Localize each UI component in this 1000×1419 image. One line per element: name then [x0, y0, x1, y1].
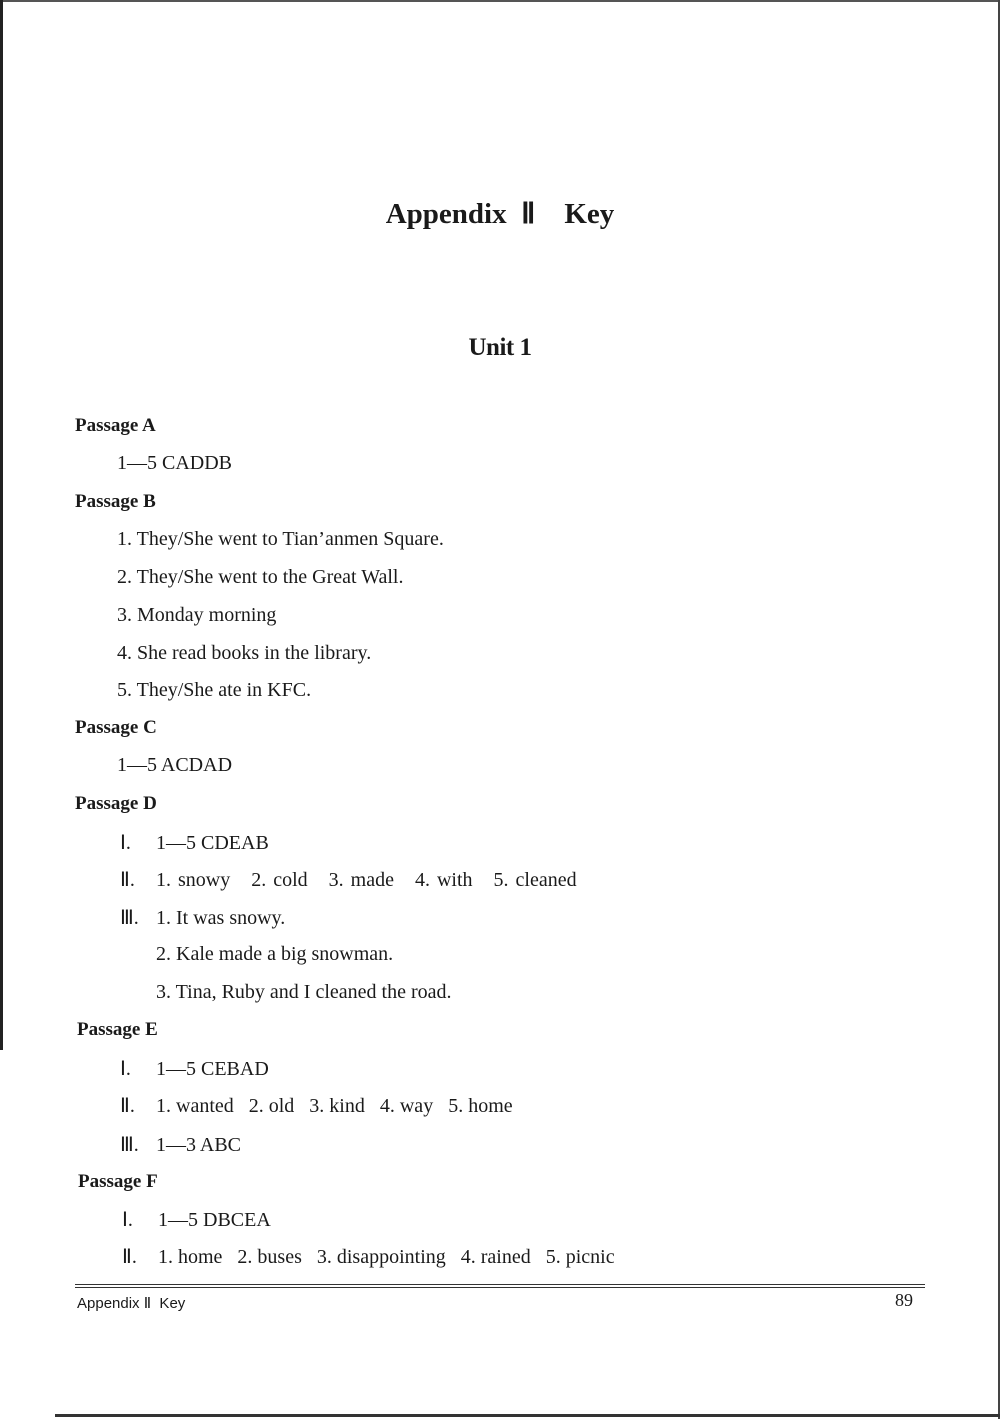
passage-d-part-2 — [120, 867, 577, 892]
answer-text: 1—3 ABC — [156, 1134, 242, 1156]
answer-text: 1. home 2. buses 3. disappointing 4. rained 5. picnic — [158, 1246, 615, 1268]
answer-text: 1. It was snowy. — [156, 907, 286, 929]
passage-b-heading: Passage B — [75, 491, 156, 512]
answer-text: 1. snowy 2. cold 3. made 4. with 5. cleaned — [156, 869, 577, 891]
passage-b-answer-4: 4. She read books in the library. — [117, 642, 372, 664]
roman-numeral: Ⅱ. — [120, 869, 135, 891]
passage-e-heading: Passage E — [77, 1019, 158, 1040]
passage-f-heading: Passage F — [78, 1171, 158, 1192]
passage-d-part-3-item-3: 3. Tina, Ruby and I cleaned the road. — [156, 981, 452, 1003]
answer-text: 1—5 DBCEA — [158, 1209, 271, 1231]
roman-numeral: Ⅲ. — [120, 1134, 139, 1156]
footer-rule-secondary — [75, 1287, 925, 1288]
passage-d-part-3-item-2: 2. Kale made a big snowman. — [156, 943, 394, 965]
roman-numeral: Ⅰ. — [120, 832, 131, 854]
passage-a-heading: Passage A — [75, 415, 156, 436]
answer-text: 1—5 CDEAB — [156, 832, 269, 854]
passage-e-part-3 — [120, 1132, 241, 1157]
passage-f-part-2 — [122, 1244, 615, 1269]
running-footer: Appendix Ⅱ Key — [77, 1295, 186, 1312]
passage-c-answer: 1—5 ACDAD — [117, 754, 233, 776]
passage-f-part-1 — [122, 1207, 271, 1232]
passage-b-answer-3: 3. Monday morning — [117, 604, 277, 626]
footer-rule — [75, 1284, 925, 1285]
passage-c-heading: Passage C — [75, 717, 157, 738]
page-number: 89 — [895, 1290, 913, 1310]
answer-text: 1. wanted 2. old 3. kind 4. way 5. home — [156, 1095, 513, 1117]
roman-numeral: Ⅲ. — [120, 907, 139, 929]
roman-numeral: Ⅰ. — [122, 1209, 133, 1231]
passage-e-part-2 — [120, 1093, 513, 1118]
page-title — [0, 196, 1000, 231]
page-edge-bottom — [55, 1414, 1000, 1417]
roman-numeral: Ⅱ. — [122, 1246, 137, 1268]
unit-title: Unit 1 — [468, 334, 532, 361]
title-word-appendix: Appendix — [385, 198, 507, 230]
title-numeral: Ⅱ — [521, 198, 536, 230]
passage-e-part-1 — [120, 1056, 269, 1081]
answer-text: 1—5 CEBAD — [156, 1058, 269, 1080]
passage-b-answer-2: 2. They/She went to the Great Wall. — [117, 566, 404, 588]
page-edge-top — [0, 0, 1000, 2]
passage-a-answer: 1—5 CADDB — [117, 452, 233, 474]
passage-d-part-3 — [120, 905, 285, 930]
passage-d-part-1 — [120, 830, 269, 855]
title-word-key: Key — [564, 198, 615, 230]
roman-numeral: Ⅰ. — [120, 1058, 131, 1080]
page-edge-left — [0, 0, 3, 1050]
passage-b-answer-5: 5. They/She ate in KFC. — [117, 679, 312, 701]
passage-d-heading: Passage D — [75, 793, 157, 814]
roman-numeral: Ⅱ. — [120, 1095, 135, 1117]
passage-b-answer-1: 1. They/She went to Tian’anmen Square. — [117, 528, 444, 550]
